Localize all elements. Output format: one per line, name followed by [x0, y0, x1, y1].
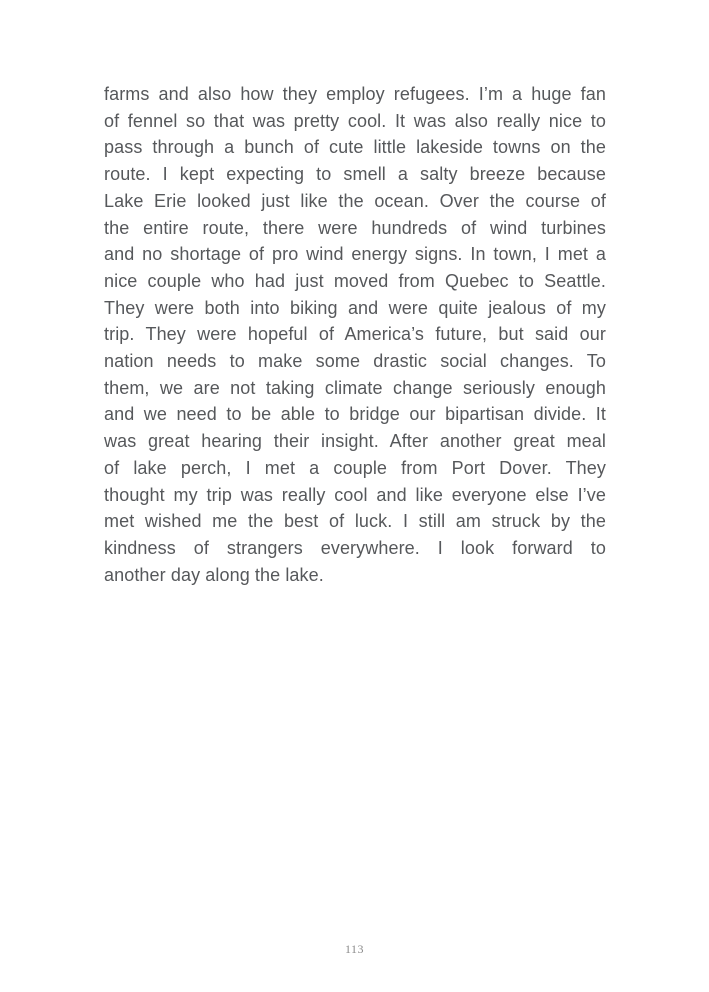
text-line: another day along the lake. — [104, 564, 324, 585]
text-line: nation needs to make some drastic social changes. To — [104, 351, 606, 372]
text-line: of lake perch, I met a couple from Port Dover. They — [104, 457, 606, 478]
text-line: and no shortage of pro wind energy signs. In town, I met a — [104, 244, 606, 265]
text-line: kindness of strangers everywhere. I look forward to — [104, 537, 606, 558]
text-line: They were both into biking and were quite jealous of my — [104, 297, 606, 318]
text-line: met wished me the best of luck. I still am struck by the — [104, 511, 606, 532]
page-number: 113 — [344, 942, 365, 956]
text-line: the entire route, there were hundreds of wind turbines — [104, 217, 606, 238]
text-line: of fennel so that was pretty cool. It was also really nice to — [104, 110, 606, 131]
text-line: and we need to be able to bridge our bipartisan divide. It — [104, 404, 606, 425]
text-line: nice couple who had just moved from Quebec to Seattle. — [104, 270, 606, 291]
text-line: route. I kept expecting to smell a salty breeze because — [104, 164, 606, 185]
text-line: was great hearing their insight. After another great meal — [104, 431, 606, 452]
text-line: farms and also how they employ refugees. I’m a huge fan — [104, 84, 606, 104]
text-line: trip. They were hopeful of America’s future, but said our — [104, 324, 606, 345]
body-text-paragraph — [104, 81, 606, 588]
text-line: Lake Erie looked just like the ocean. Over the course of — [104, 190, 606, 211]
text-line: them, we are not taking climate change seriously enough — [104, 377, 606, 398]
text-line: thought my trip was really cool and like everyone else I’ve — [104, 484, 606, 505]
text-line: pass through a bunch of cute little lakeside towns on the — [104, 137, 606, 158]
